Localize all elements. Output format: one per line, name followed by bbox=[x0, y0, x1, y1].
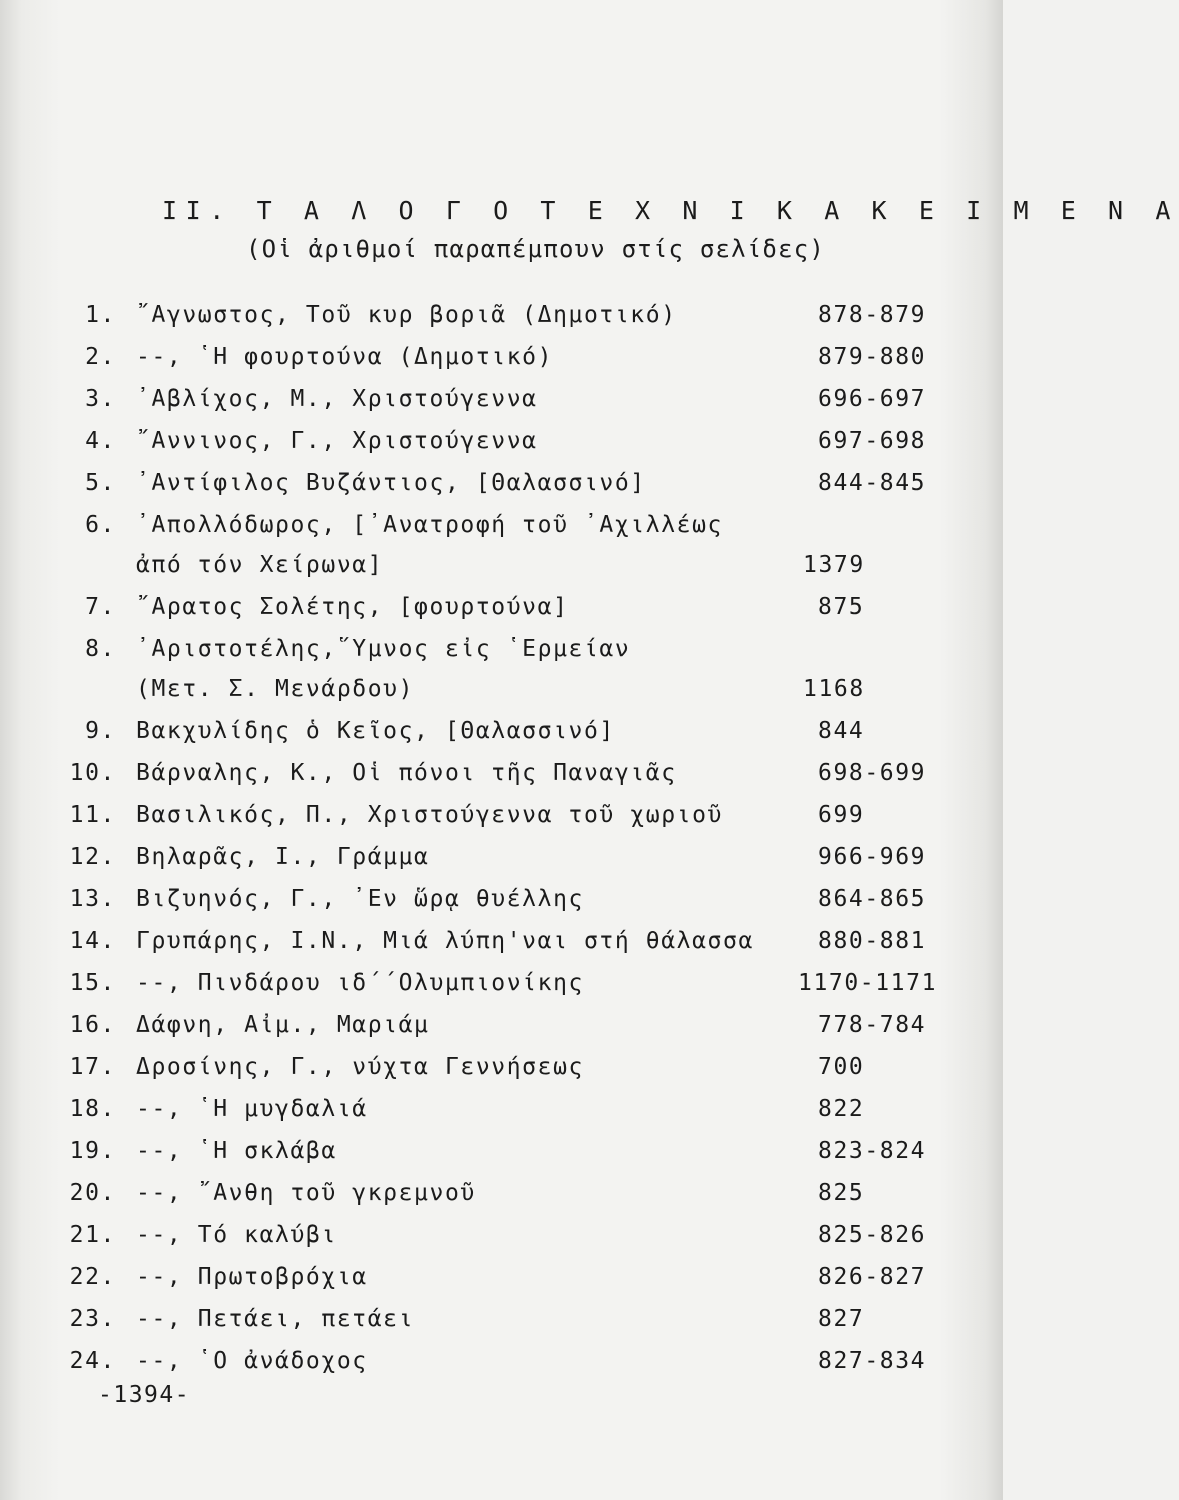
entry-pages: 827-834 bbox=[818, 1348, 927, 1374]
entry-pages: 879-880 bbox=[818, 344, 927, 370]
entry-text: --, Πρωτοβρόχια bbox=[136, 1264, 368, 1290]
entry-pages: 966-969 bbox=[818, 844, 927, 870]
entry-pages: 844 bbox=[818, 718, 865, 744]
entry-text: --, ῾Ο ἀνάδοχος bbox=[136, 1348, 368, 1374]
entry-text: Βασιλικός, Π., Χριστούγεννα τοῦ χωριοῦ bbox=[136, 802, 723, 828]
entry-text: ᾿Αριστοτέλης,῞Υμνος εἰς ῾Ερμείαν bbox=[136, 636, 631, 662]
entry-pages: 880-881 bbox=[818, 928, 927, 954]
entry-number: 15. bbox=[69, 970, 116, 996]
entry-text: ᾿Αντίφιλος Βυζάντιος, [Θαλασσινό] bbox=[136, 470, 646, 496]
entry-text: --, ῾Η σκλάβα bbox=[136, 1138, 337, 1164]
entry-number: 9. bbox=[85, 718, 116, 744]
entry-text: Βάρναλης, Κ., Οἱ πόνοι τῆς Παναγιᾶς bbox=[136, 760, 677, 786]
entry-text: Βακχυλίδης ὁ Κεῖος, [Θαλασσινό] bbox=[136, 718, 615, 744]
entry-text: Γρυπάρης, Ι.Ν., Μιά λύπη'ναι στή θάλασσα bbox=[136, 928, 754, 954]
entry-pages: 825-826 bbox=[818, 1222, 927, 1248]
entry-number: 12. bbox=[69, 844, 116, 870]
entry-number: 21. bbox=[69, 1222, 116, 1248]
entry-pages: 878-879 bbox=[818, 302, 927, 328]
entry-pages: 698-699 bbox=[818, 760, 927, 786]
section-subheading: (Οἱ ἀριθμοί παραπέμπουν στίς σελίδες) bbox=[246, 235, 826, 263]
entry-text: ῎Αρατος Σολέτης, [φουρτούνα] bbox=[136, 594, 569, 620]
entry-number: 23. bbox=[69, 1306, 116, 1332]
entry-text: Βηλαρᾶς, Ι., Γράμμα bbox=[136, 844, 430, 870]
entry-text: --, Πετάει, πετάει bbox=[136, 1306, 415, 1332]
entry-text: ῎Αγνωστος, Τοῦ κυρ βοριᾶ (Δημοτικό) bbox=[136, 302, 677, 328]
entry-number: 3. bbox=[85, 386, 116, 412]
entry-number: 17. bbox=[69, 1054, 116, 1080]
entry-number: 11. bbox=[69, 802, 116, 828]
entry-text: (Μετ. Σ. Μενάρδου) bbox=[136, 676, 415, 702]
entry-pages: 822 bbox=[818, 1096, 865, 1122]
entry-pages: 778-784 bbox=[818, 1012, 927, 1038]
entry-pages: 1168 bbox=[803, 676, 865, 702]
entry-text: Βιζυηνός, Γ., ᾿Εν ὥρᾳ θυέλλης bbox=[136, 886, 584, 912]
entry-number: 19. bbox=[69, 1138, 116, 1164]
entry-number: 7. bbox=[85, 594, 116, 620]
entry-number: 16. bbox=[69, 1012, 116, 1038]
entry-number: 10. bbox=[69, 760, 116, 786]
page-number: -1394- bbox=[98, 1382, 191, 1408]
entry-pages: 696-697 bbox=[818, 386, 927, 412]
entry-pages: 825 bbox=[818, 1180, 865, 1206]
entry-pages: 823-824 bbox=[818, 1138, 927, 1164]
entry-number: 5. bbox=[85, 470, 116, 496]
entry-text: Δάφνη, Αἰμ., Μαριάμ bbox=[136, 1012, 430, 1038]
entry-pages: 1170-1171 bbox=[798, 970, 938, 996]
entry-number: 18. bbox=[69, 1096, 116, 1122]
entry-number: 13. bbox=[69, 886, 116, 912]
entry-text: Δροσίνης, Γ., νύχτα Γεννήσεως bbox=[136, 1054, 584, 1080]
section-heading: ΙΙ. Τ Α Λ Ο Γ Ο Τ Ε Χ Ν Ι Κ Α Κ Ε Ι Μ Ε Ν Α bbox=[162, 196, 1179, 225]
entry-number: 2. bbox=[85, 344, 116, 370]
entry-text: ᾿Αβλίχος, Μ., Χριστούγεννα bbox=[136, 386, 538, 412]
entry-pages: 699 bbox=[818, 802, 865, 828]
entry-number: 24. bbox=[69, 1348, 116, 1374]
entry-pages: 827 bbox=[818, 1306, 865, 1332]
entry-pages: 844-845 bbox=[818, 470, 927, 496]
entry-text: --, Πινδάρου ιδ΄΄Ολυμπιονίκης bbox=[136, 970, 584, 996]
entry-number: 14. bbox=[69, 928, 116, 954]
entry-text: --, ῾Η φουρτούνα (Δημοτικό) bbox=[136, 344, 554, 370]
entry-number: 22. bbox=[69, 1264, 116, 1290]
entry-text: ᾿Απολλόδωρος, [᾿Ανατροφή τοῦ ᾿Αχιλλέως bbox=[136, 512, 723, 538]
entry-text: ἀπό τόν Χείρωνα] bbox=[136, 552, 384, 578]
entry-pages: 700 bbox=[818, 1054, 865, 1080]
entry-text: --, Τό καλύβι bbox=[136, 1222, 337, 1248]
entry-pages: 697-698 bbox=[818, 428, 927, 454]
entry-number: 20. bbox=[69, 1180, 116, 1206]
entry-text: --, ῎Ανθη τοῦ γκρεμνοῦ bbox=[136, 1180, 476, 1206]
entry-number: 1. bbox=[85, 302, 116, 328]
entry-pages: 864-865 bbox=[818, 886, 927, 912]
entry-pages: 1379 bbox=[803, 552, 865, 578]
entry-pages: 875 bbox=[818, 594, 865, 620]
entry-number: 8. bbox=[85, 636, 116, 662]
entry-number: 6. bbox=[85, 512, 116, 538]
entry-pages: 826-827 bbox=[818, 1264, 927, 1290]
entry-text: --, ῾Η μυγδαλιά bbox=[136, 1096, 368, 1122]
entry-text: ῎Αννινος, Γ., Χριστούγεννα bbox=[136, 428, 538, 454]
entry-number: 4. bbox=[85, 428, 116, 454]
